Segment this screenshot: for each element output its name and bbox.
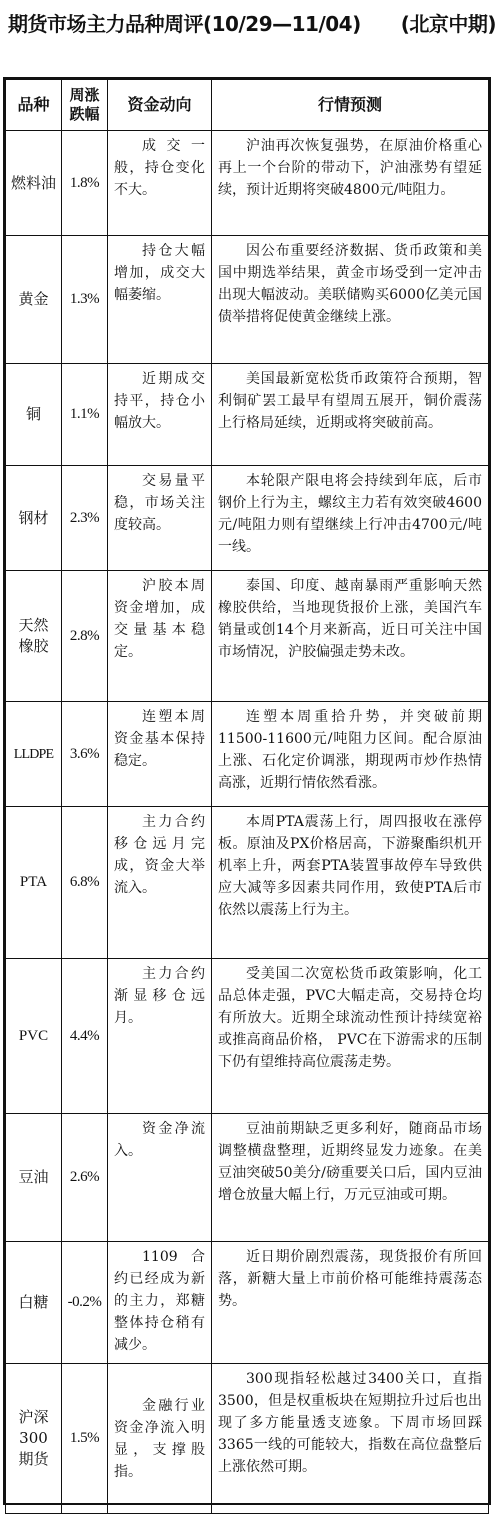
weekly-change: 3.6% (62, 702, 108, 807)
forecast: 泰国、印度、越南暴雨严重影响天然橡胶供给，当地现货报价上涨，美国汽车销量或创14个月来新高，近日可关注中国市场情况，沪胶偏强走势未改。 (212, 571, 489, 702)
variety-name: PTA (6, 807, 62, 959)
table-row (6, 702, 489, 807)
forecast: 受美国二次宽松货币政策影响，化工品总体走强，PVC大幅走高，交易持仓均有所放大。近期全球流动性预计持续宽裕或推高商品价格， PVC在下游需求的压制下仍有望维持高位震荡走势。 (212, 959, 489, 1114)
weekly-change: 2.6% (62, 1114, 108, 1242)
table-row (6, 466, 489, 571)
table-row (6, 807, 489, 959)
variety-name: PVC (6, 959, 62, 1114)
weekly-change: 1.5% (62, 1364, 108, 1514)
col-header-forecast: 行情预测 (212, 80, 489, 131)
weekly-change: 2.8% (62, 571, 108, 702)
fund-flow: 近期成交持平，持仓小幅放大。 (108, 364, 212, 466)
weekly-change: 4.4% (62, 959, 108, 1114)
fund-flow: 成交一般，持仓变化不大。 (108, 131, 212, 236)
fund-flow: 主力合约渐显移仓远月。 (108, 959, 212, 1114)
weekly-change: 1.1% (62, 364, 108, 466)
fund-flow: 持仓大幅增加，成交大幅萎缩。 (108, 236, 212, 364)
fund-flow: 交易量平稳，市场关注度较高。 (108, 466, 212, 571)
fund-flow: 沪胶本周资金增加，成交量基本稳定。 (108, 571, 212, 702)
forecast: 沪油再次恢复强势，在原油价格重心再上一个台阶的带动下，沪油涨势有望延续，预计近期将突破4800元/吨阻力。 (212, 131, 489, 236)
variety-name: 钢材 (6, 466, 62, 571)
weekly-change: 2.3% (62, 466, 108, 571)
weekly-change: 6.8% (62, 807, 108, 959)
forecast: 美国最新宽松货币政策符合预期，智利铜矿罢工最早有望周五展开，铜价震荡上行格局延续，近期或将突破前高。 (212, 364, 489, 466)
variety-name: 豆油 (6, 1114, 62, 1242)
forecast: 近日期价剧烈震荡，现货报价有所回落，新糖大量上市前价格可能维持震荡态势。 (212, 1242, 489, 1364)
variety-name: LLDPE (6, 702, 62, 807)
page-title (8, 4, 496, 44)
fund-flow: 主力合约移仓远月完成，资金大举流入。 (108, 807, 212, 959)
fund-flow: 资金净流入。 (108, 1114, 212, 1242)
source-label: (北京中期) (400, 12, 496, 36)
forecast: 本周PTA震荡上行，周四报收在涨停板。原油及PX价格居高，下游聚酯织机开机率上升，两套PTA装置事故停车导致供应大减等多因素共同作用，致使PTA后市依然以震荡上行为主。 (212, 807, 489, 959)
variety-name: 黄金 (6, 236, 62, 364)
forecast: 豆油前期缺乏更多利好，随商品市场调整横盘整理，近期终显发力迹象。在美豆油突破50美分/磅重要关口后，国内豆油增仓放量大幅上行，万元豆油或可期。 (212, 1114, 489, 1242)
fund-flow: 连塑本周资金基本保持稳定。 (108, 702, 212, 807)
table-row (6, 1114, 489, 1242)
table-row (6, 131, 489, 236)
variety-name: 白糖 (6, 1242, 62, 1364)
variety-name (6, 571, 62, 702)
table-row (6, 1242, 489, 1364)
fund-flow: 1109合约已经成为新的主力，郑糖整体持仓稍有减少。 (108, 1242, 212, 1364)
table-row (6, 1364, 489, 1514)
table-row (6, 236, 489, 364)
variety-name-text: 天然橡胶 (18, 616, 49, 655)
fund-flow: 金融行业资金净流入明显，支撑股指。 (108, 1364, 212, 1514)
forecast: 300现指轻松越过3400关口，直指3500，但是权重板块在短期拉升过后也出现了多方能量透支迹象。下周市场回踩3365一线的可能较大，指数在高位盘整后上涨依然可期。 (212, 1364, 489, 1514)
variety-name: 铜 (6, 364, 62, 466)
forecast: 连塑本周重拾升势，并突破前期11500-11600元/吨阻力区间。配合原油上涨、石化定价调涨，期现两市炒作热情高涨，近期行情依然看涨。 (212, 702, 489, 807)
title-text: 期货市场主力品种周评(10/29—11/04) (8, 12, 361, 36)
table-row (6, 571, 489, 702)
table-row (6, 959, 489, 1114)
weekly-change: 1.8% (62, 131, 108, 236)
variety-name: 燃料油 (6, 131, 62, 236)
col-header-fund-flow: 资金动向 (108, 80, 212, 131)
col-header-weekly-change (62, 80, 108, 131)
variety-name-text: 沪深300期货 (18, 1408, 49, 1468)
table-row (6, 364, 489, 466)
forecast: 因公布重要经济数据、货币政策和美国中期选举结果，黄金市场受到一定冲击出现大幅波动。美联储购买6000亿美元国债举措将促使黄金继续上涨。 (212, 236, 489, 364)
variety-name (6, 1364, 62, 1514)
header-row (6, 80, 489, 131)
review-table (3, 77, 491, 1505)
weekly-change: -0.2% (62, 1242, 108, 1364)
forecast: 本轮限产限电将会持续到年底，后市钢价上行为主，螺纹主力若有效突破4600元/吨阻力则有望继续上行冲击4700元/吨一线。 (212, 466, 489, 571)
weekly-change: 1.3% (62, 236, 108, 364)
col-header-weekly-change-text: 周涨跌幅 (69, 86, 100, 123)
col-header-variety: 品种 (6, 80, 62, 131)
